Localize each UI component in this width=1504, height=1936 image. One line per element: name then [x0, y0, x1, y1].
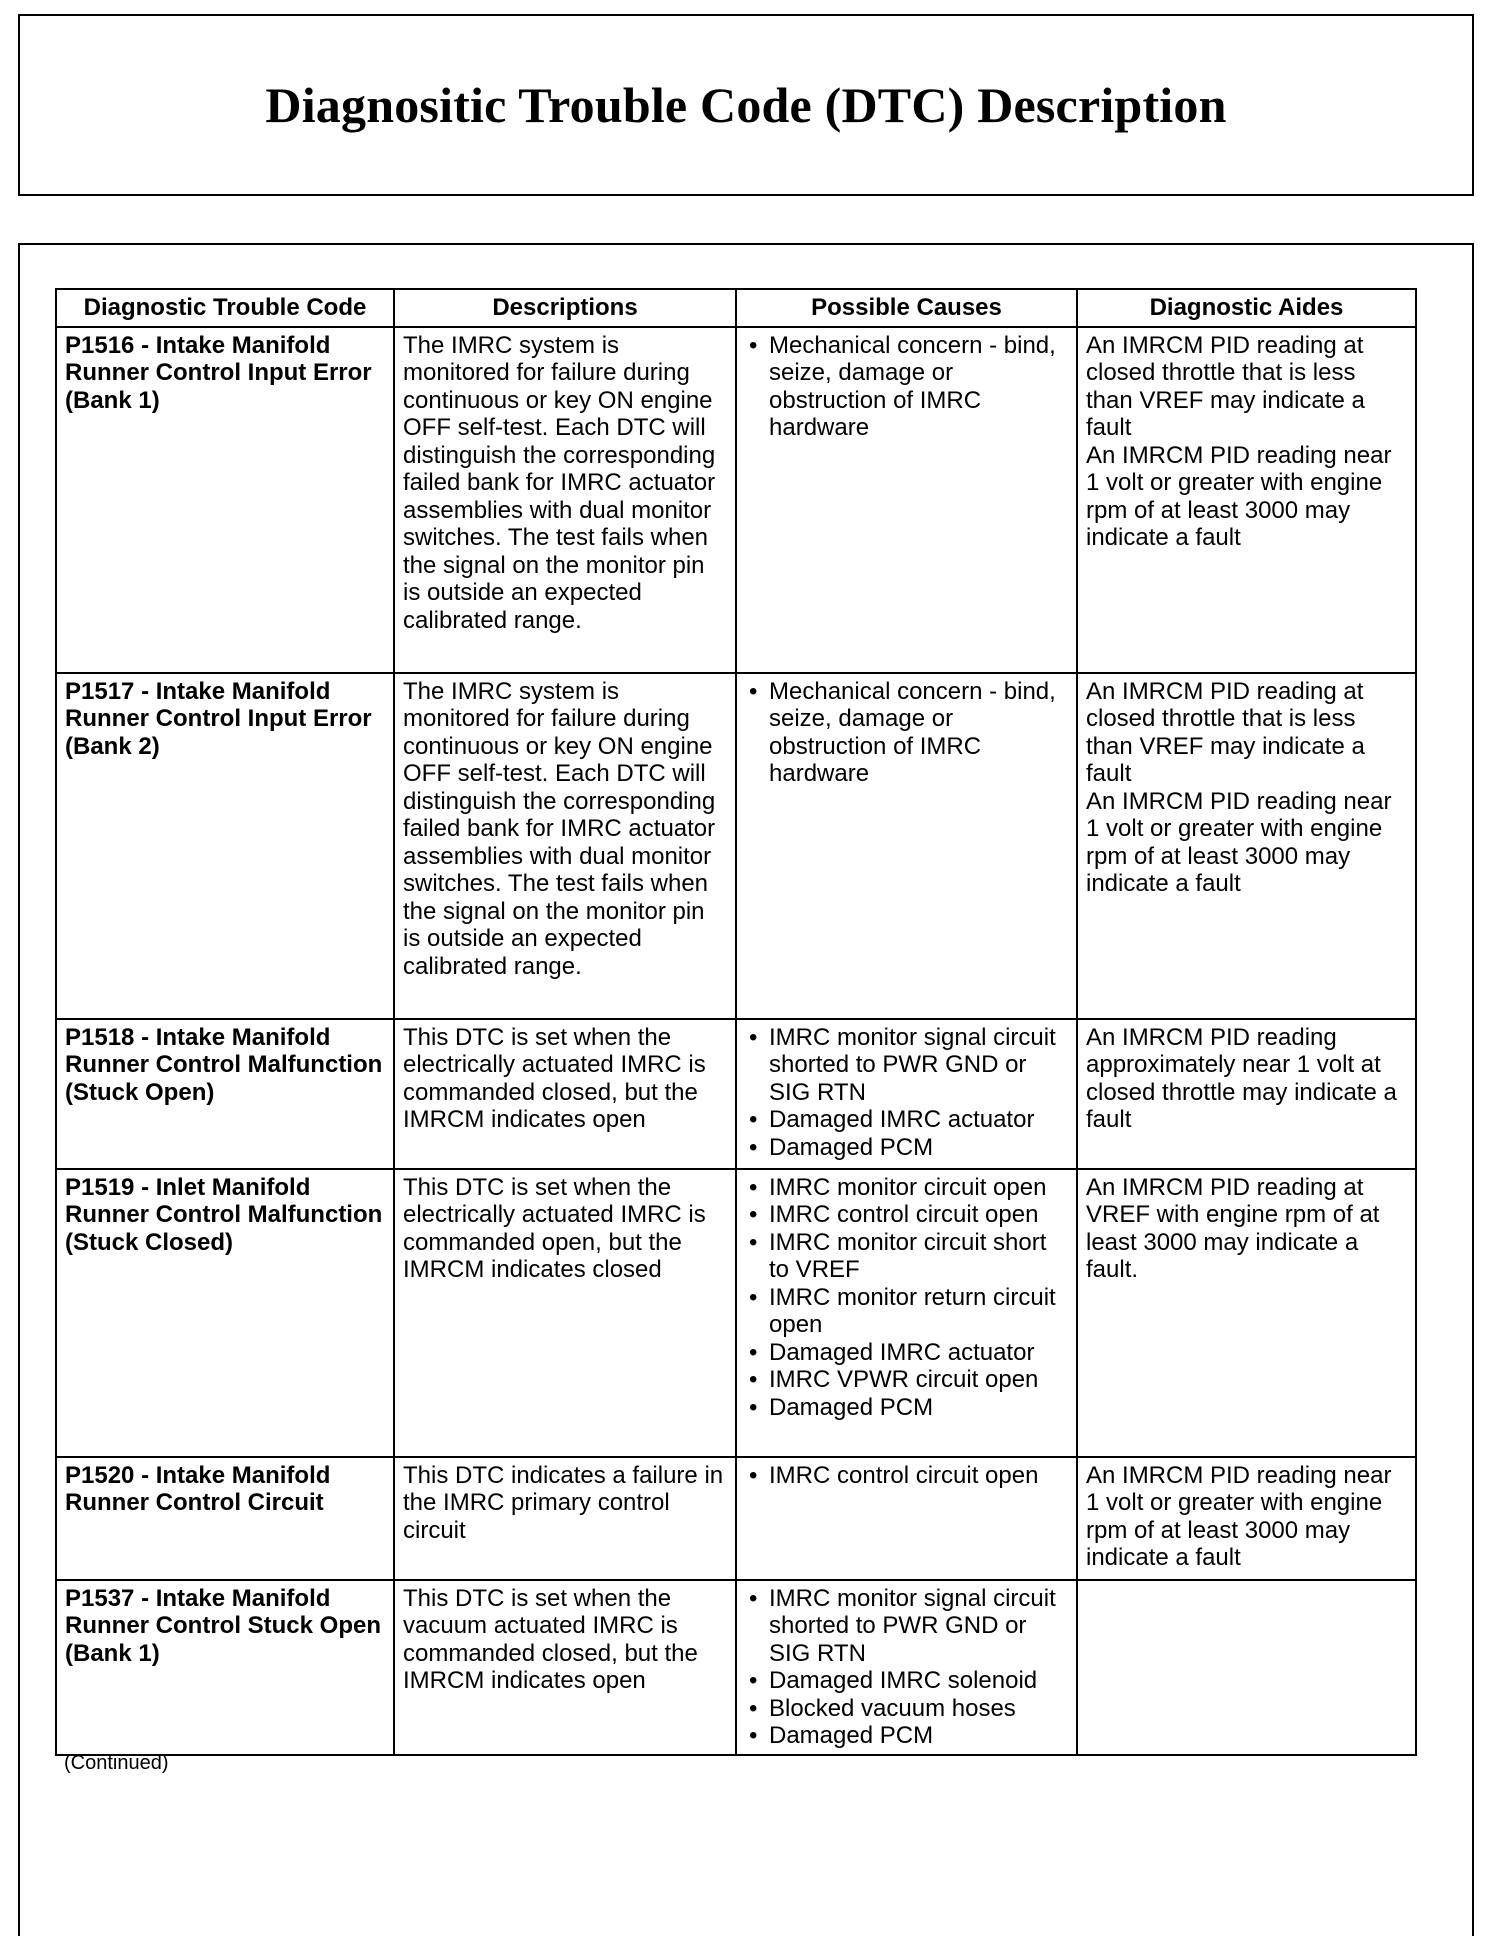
table-row	[56, 1019, 1416, 1169]
header-diagnostic-aides: Diagnostic Aides	[1077, 289, 1416, 327]
diagnostic-aides-cell	[1077, 1169, 1416, 1457]
cause-item: • Mechanical concern - bind, seize, damage or obstruction of IMRC hardware	[745, 678, 1068, 788]
cause-item: • IMRC monitor circuit short to VREF	[745, 1229, 1068, 1284]
cause-item: • IMRC control circuit open	[745, 1201, 1068, 1229]
causes-list	[745, 1024, 1068, 1162]
diagnostic-aides-cell	[1077, 1019, 1416, 1169]
cause-item: • Damaged IMRC actuator	[745, 1339, 1068, 1367]
title-box	[18, 14, 1474, 196]
header-possible-causes: Possible Causes	[736, 289, 1077, 327]
cause-item: • Mechanical concern - bind, seize, damage or obstruction of IMRC hardware	[745, 332, 1068, 442]
dtc-code-cell: P1516 - Intake Manifold Runner Control Input Error (Bank 1)	[56, 327, 394, 673]
cause-item: • IMRC monitor signal circuit shorted to PWR GND or SIG RTN	[745, 1585, 1068, 1668]
causes-list	[745, 1585, 1068, 1750]
possible-causes-cell	[736, 1169, 1077, 1457]
header-descriptions: Descriptions	[394, 289, 736, 327]
causes-list	[745, 332, 1068, 442]
table-row	[56, 1169, 1416, 1457]
possible-causes-cell	[736, 673, 1077, 1019]
table-row	[56, 327, 1416, 673]
diagnostic-aides-cell	[1077, 1580, 1416, 1755]
description-cell: This DTC indicates a failure in the IMRC primary control circuit	[394, 1457, 736, 1580]
diagnostic-aides-cell	[1077, 673, 1416, 1019]
diagnostic-aides-cell	[1077, 327, 1416, 673]
cause-item: • IMRC monitor return circuit open	[745, 1284, 1068, 1339]
cause-item: • Damaged PCM	[745, 1134, 1068, 1162]
dtc-code-cell: P1517 - Intake Manifold Runner Control Input Error (Bank 2)	[56, 673, 394, 1019]
dtc-code-cell: P1518 - Intake Manifold Runner Control Malfunction (Stuck Open)	[56, 1019, 394, 1169]
header-row	[56, 289, 1416, 327]
description-cell: This DTC is set when the vacuum actuated IMRC is commanded closed, but the IMRCM indicates open	[394, 1580, 736, 1755]
aide-text: An IMRCM PID reading near 1 volt or greater with engine rpm of at least 3000 may indicate a fault	[1086, 787, 1392, 897]
cause-item: • Damaged PCM	[745, 1722, 1068, 1750]
aide-text: An IMRCM PID reading near 1 volt or greater with engine rpm of at least 3000 may indicate a fault	[1086, 441, 1392, 551]
causes-list	[745, 1174, 1068, 1422]
aide-text: An IMRCM PID reading at VREF with engine rpm of at least 3000 may indicate a fault.	[1086, 1173, 1380, 1283]
table-row	[56, 673, 1416, 1019]
description-cell: This DTC is set when the electrically actuated IMRC is commanded open, but the IMRCM indicates closed	[394, 1169, 736, 1457]
causes-list	[745, 1462, 1068, 1490]
cause-item: • Damaged IMRC actuator	[745, 1106, 1068, 1134]
cause-item: • Damaged PCM	[745, 1394, 1068, 1422]
possible-causes-cell	[736, 1019, 1077, 1169]
diagnostic-aides-cell	[1077, 1457, 1416, 1580]
possible-causes-cell	[736, 327, 1077, 673]
dtc-code-cell: P1520 - Intake Manifold Runner Control Circuit	[56, 1457, 394, 1580]
table-row	[56, 1457, 1416, 1580]
cause-item: • Damaged IMRC solenoid	[745, 1667, 1068, 1695]
possible-causes-cell	[736, 1457, 1077, 1580]
cause-item: • IMRC control circuit open	[745, 1462, 1068, 1490]
description-cell: The IMRC system is monitored for failure during continuous or key ON engine OFF self-test. Each DTC will distinguish the corresponding failed bank for IMRC actuator assemblies with dual monitor switches. The test fails when the signal on the monitor pin is outside an expected calibrated range.	[394, 673, 736, 1019]
causes-list	[745, 678, 1068, 788]
description-cell: The IMRC system is monitored for failure during continuous or key ON engine OFF self-test. Each DTC will distinguish the corresponding failed bank for IMRC actuator assemblies with dual monitor switches. The test fails when the signal on the monitor pin is outside an expected calibrated range.	[394, 327, 736, 673]
page-title: Diagnositic Trouble Code (DTC) Description	[265, 77, 1227, 133]
possible-causes-cell	[736, 1580, 1077, 1755]
cause-item: • IMRC monitor signal circuit shorted to PWR GND or SIG RTN	[745, 1024, 1068, 1107]
cause-item: • Blocked vacuum hoses	[745, 1695, 1068, 1723]
table-row	[56, 1580, 1416, 1755]
aide-text: An IMRCM PID reading at closed throttle that is less than VREF may indicate a fault	[1086, 677, 1365, 787]
cause-item: • IMRC VPWR circuit open	[745, 1366, 1068, 1394]
aide-text: An IMRCM PID reading near 1 volt or greater with engine rpm of at least 3000 may indicate a fault	[1086, 1461, 1392, 1571]
description-cell: This DTC is set when the electrically actuated IMRC is commanded closed, but the IMRCM indicates open	[394, 1019, 736, 1169]
continued-note: (Continued)	[64, 1752, 169, 1774]
aide-text: An IMRCM PID reading approximately near 1 volt at closed throttle may indicate a fault	[1086, 1023, 1397, 1133]
header-code: Diagnostic Trouble Code	[56, 289, 394, 327]
cause-item: • IMRC monitor circuit open	[745, 1174, 1068, 1202]
dtc-table	[55, 288, 1417, 1756]
dtc-code-cell: P1519 - Inlet Manifold Runner Control Malfunction (Stuck Closed)	[56, 1169, 394, 1457]
aide-text: An IMRCM PID reading at closed throttle that is less than VREF may indicate a fault	[1086, 331, 1365, 441]
dtc-code-cell: P1537 - Intake Manifold Runner Control Stuck Open (Bank 1)	[56, 1580, 394, 1755]
